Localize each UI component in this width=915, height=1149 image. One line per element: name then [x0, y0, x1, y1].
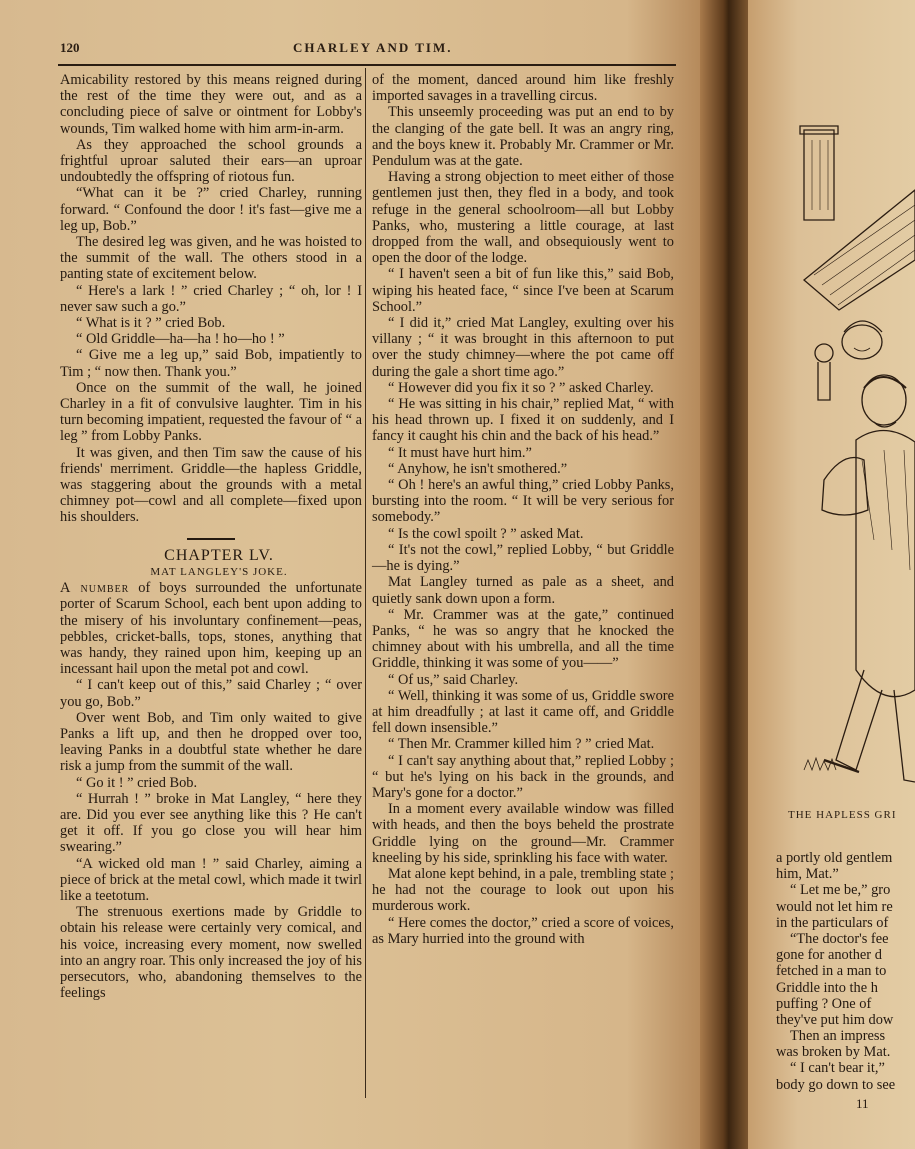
facing-page-text: [776, 850, 915, 1093]
text-line: gone for another d: [776, 947, 882, 964]
paragraph: Mat alone kept behind, in a pale, trembling state ; he had not the courage to look out upon his murderous work.: [372, 865, 674, 915]
paragraph: “ What is it ? ” cried Bob.: [76, 315, 226, 332]
paragraph: In a moment every available window was filled with heads, and then the boys beheld the prostrate Griddle lying on the ground—Mr. Crammer kneeling by his side, sprinkling his face with water.: [372, 801, 674, 866]
chapter-rule: [187, 538, 235, 540]
text-line: puffing ? One of: [776, 995, 872, 1012]
paragraph: of the moment, danced around him like freshly imported savages in a travelling circus.: [372, 72, 674, 105]
paragraph: “ Old Griddle—ha—ha ! ho—ho ! ”: [76, 331, 285, 348]
paragraph: “A wicked old man ! ” said Charley, aiming a piece of brick at the metal cowl, which made it twirl like a teetotum.: [60, 855, 362, 904]
paragraph: Having a strong objection to meet either of those gentlemen just then, they fled in a body, and took refuge in the general schoolroom—all but Lobby Panks, who, mustering a little courage, at last dropped from the wall, and obsequiously went to open the door of the lodge.: [372, 169, 674, 267]
left-column: [60, 72, 362, 1001]
text-line: would not let him re: [776, 898, 893, 915]
engraving-illustration: [764, 70, 915, 790]
book-gutter: [700, 0, 752, 1149]
paragraph: “ Give me a leg up,” said Bob, impatiently to Tim ; “ now then. Thank you.”: [60, 347, 362, 380]
text-line: body go down to see: [776, 1076, 896, 1093]
paragraph: “ Go it ! ” cried Bob.: [76, 774, 198, 791]
chapter-subtitle: MAT LANGLEY'S JOKE.: [150, 565, 288, 578]
paragraph: “ It must have hurt him.”: [388, 444, 532, 461]
paragraph: Mat Langley turned as pale as a sheet, and quietly sank down upon a form.: [372, 574, 674, 607]
text-line: Then an impress: [790, 1028, 886, 1045]
chapter-drop-words: A number: [60, 580, 130, 597]
paragraph: “ Here comes the doctor,” cried a score of voices, as Mary hurried into the ground with: [372, 914, 674, 947]
paragraph: This unseemly proceeding was put an end to by the clanging of the gate bell. It was an angry ring, and the boys knew it. Probably Mr. Crammer or Mr. Pendulum was at the gate.: [372, 104, 674, 170]
paragraph: “ Oh ! here's an awful thing,” cried Lobby Panks, bursting into the room. “ It will be very serious for somebody.”: [372, 477, 674, 526]
chapter-first-text: of boys surrounded the unfortunate porter of Scarum School, each bent upon adding to the misery of his involuntary confinement—peas, pebbles, cricket-balls, tops, stones, anything that was handy, they rained upon him, keeping up an incessant hail upon the metal pot and cowl.: [60, 580, 362, 678]
paragraph: “ I can't say anything about that,” replied Lobby ; “ but he's lying on his back in the grounds, and Mary's gone for a doctor.”: [372, 752, 674, 801]
column-divider: [365, 68, 366, 1098]
chapter-title: CHAPTER LV.: [164, 546, 274, 564]
facing-page: [748, 0, 915, 1149]
paragraph: “ Well, thinking it was some of us, Griddle swore at him dreadfully ; at last it came off, and Griddle fell down insensible.”: [372, 687, 674, 737]
text-line: was broken by Mat.: [776, 1044, 891, 1061]
paragraph: “ I did it,” cried Mat Langley, exulting over his villany ; “ it was brought in this afternoon to put over the study chimney—where the pot came off during the gale a short time ago.”: [372, 315, 674, 380]
illustration-caption: THE HAPLESS GRI: [788, 809, 897, 821]
paragraph: It was given, and then Tim saw the cause of his friends' merriment. Griddle—the hapless Griddle, was staggering about the grounds with a metal chimney pot—cowl and all complete—fixed upon his shoulders.: [60, 444, 362, 526]
paragraph: Once on the summit of the wall, he joined Charley in a fit of convulsive laughter. Tim in his turn becoming impatient, requested the favour of “ a leg ” from Lobby Panks.: [60, 379, 362, 445]
text-line: him, Mat.”: [776, 866, 839, 883]
paragraph: “ I haven't seen a bit of fun like this,” said Bob, wiping his heated face, “ since I've been at Scarum School.”: [372, 266, 674, 315]
paragraph: “ Here's a lark ! ” cried Charley ; “ oh, lor ! I never saw such a go.”: [60, 282, 362, 315]
facing-page-number: 11: [856, 1096, 869, 1111]
paragraph: “ Of us,” said Charley.: [388, 671, 519, 688]
paragraph: “ Hurrah ! ” broke in Mat Langley, “ here they are. Did you ever see anything like this ? He can't get it off. If you go close you will hear him swearing.”: [60, 790, 362, 856]
paragraph: Over went Bob, and Tim only waited to give Panks a lift up, and then he dropped over too, leaving Panks in a doubtful state whether he dare risk a jump from the summit of the wall.: [60, 709, 362, 775]
paragraph: “ He was sitting in his chair,” replied Mat, “ with his head thrown up. I fixed it on suddenly, and I fancy it caught his chin and the back of his head.”: [372, 396, 674, 445]
paragraph: The strenuous exertions made by Griddle to obtain his release were certainly very comical, and his voice, increasing every moment, now swelled into an angry roar. This only increased the joy of his persecutors, who, abandoning themselves to the feelings: [60, 904, 362, 1002]
chapter-first-paragraph: [60, 580, 362, 677]
right-column: [372, 72, 674, 947]
paragraph: As they approached the school grounds a frightful uproar saluted their ears—an uproar undoubtedly the offspring of riotous fun.: [60, 136, 362, 186]
running-title: CHARLEY AND TIM.: [293, 40, 453, 55]
paragraph: “ Is the cowl spoilt ? ” asked Mat.: [388, 525, 584, 542]
text-line: “ I can't bear it,”: [790, 1060, 885, 1077]
text-line: they've put him dow: [776, 1011, 894, 1028]
paragraph: “ Mr. Crammer was at the gate,” continued Panks, “ he was so angry that he knocked the chimney about with his umbrella, and all the time Griddle, thinking it was some of you——”: [372, 606, 674, 672]
paragraph: “ However did you fix it so ? ” asked Charley.: [388, 379, 654, 396]
paragraph: “ It's not the cowl,” replied Lobby, “ but Griddle—he is dying.”: [372, 541, 674, 575]
page-number: 120: [60, 40, 80, 55]
paragraph: “ Then Mr. Crammer killed him ? ” cried Mat.: [388, 736, 655, 753]
header-rule: [58, 64, 676, 66]
running-head: [60, 40, 670, 60]
text-line: a portly old gentlem: [776, 850, 893, 866]
paragraph: “ Anyhow, he isn't smothered.”: [388, 460, 568, 477]
text-line: Griddle into the h: [776, 979, 878, 996]
paragraph: Amicability restored by this means reigned during the rest of the time they were out, and as a concluding piece of salve or ointment for Lobby's wounds, Tim walked home with him arm-in-arm.: [60, 72, 362, 137]
text-line: in the particulars of: [776, 914, 889, 931]
paragraph: “ I can't keep out of this,” said Charley ; “ over you go, Bob.”: [60, 677, 362, 710]
paragraph: “What can it be ?” cried Charley, running forward. “ Confound the door ! it's fast—give me a leg up, Bob.”: [60, 185, 362, 234]
text-line: “ Let me be,” gro: [790, 882, 891, 899]
text-line: “The doctor's fee: [790, 930, 889, 947]
text-line: fetched in a man to: [776, 963, 887, 980]
paragraph: The desired leg was given, and he was hoisted to the summit of the wall. The others stood in a panting state of excitement below.: [60, 234, 362, 283]
